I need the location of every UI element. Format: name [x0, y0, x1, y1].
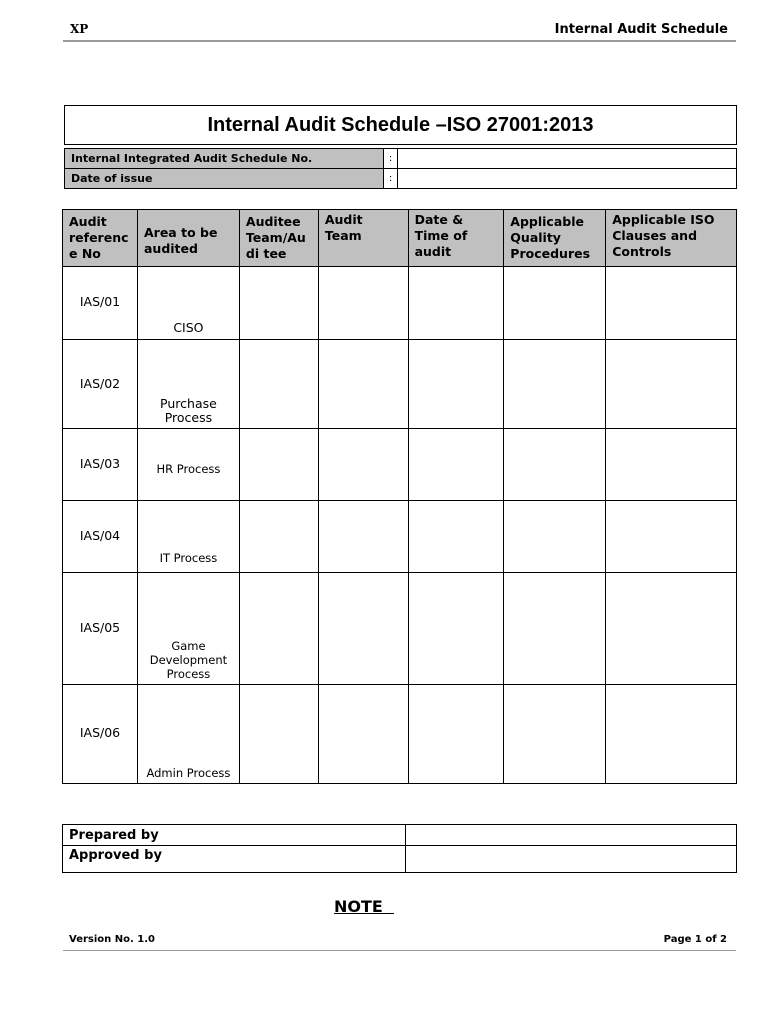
area-label: CISO [173, 320, 204, 335]
footer-page-number: Page 1 of 2 [663, 934, 727, 945]
signoff-row-prepared [63, 825, 737, 846]
area-cell [137, 340, 239, 429]
audit-team-cell[interactable] [318, 429, 408, 501]
area-cell [137, 429, 239, 501]
meta-colon: : [384, 169, 398, 189]
area-label: IT Process [159, 551, 218, 565]
auditee-cell[interactable] [239, 685, 318, 784]
column-header-auditee: Auditee Team/Au di tee [239, 210, 318, 267]
column-header-quality-procedures: Applicable Quality Procedures [504, 210, 606, 267]
table-row [63, 501, 737, 573]
area-label: Admin Process [146, 766, 231, 780]
footer-divider [63, 950, 736, 951]
audit-ref-cell: IAS/06 [63, 685, 138, 784]
signoff-table [62, 824, 737, 873]
table-row [63, 340, 737, 429]
audit-ref-cell: IAS/04 [63, 501, 138, 573]
iso-clauses-cell[interactable] [606, 573, 737, 685]
audit-ref-cell: IAS/01 [63, 267, 138, 340]
audit-ref-cell: IAS/03 [63, 429, 138, 501]
footer-version: Version No. 1.0 [69, 934, 155, 945]
quality-procedures-cell[interactable] [504, 340, 606, 429]
table-row [63, 685, 737, 784]
meta-row-schedule-no [65, 149, 737, 169]
date-time-cell[interactable] [408, 573, 504, 685]
table-row [63, 267, 737, 340]
meta-label: Date of issue [65, 169, 384, 189]
column-header-iso-clauses: Applicable ISO Clauses and Controls [606, 210, 737, 267]
area-label: Game Development Process [149, 639, 228, 681]
audit-team-cell[interactable] [318, 573, 408, 685]
quality-procedures-cell[interactable] [504, 573, 606, 685]
area-cell [137, 267, 239, 340]
auditee-cell[interactable] [239, 501, 318, 573]
audit-team-cell[interactable] [318, 685, 408, 784]
column-header-area: Area to be audited [137, 210, 239, 267]
column-header-audit-ref: Audit referenc e No [63, 210, 138, 267]
table-row [63, 429, 737, 501]
meta-label: Internal Integrated Audit Schedule No. [65, 149, 384, 169]
area-cell [137, 501, 239, 573]
area-cell [137, 573, 239, 685]
date-time-cell[interactable] [408, 340, 504, 429]
signoff-row-approved [63, 846, 737, 873]
table-header-row [63, 210, 737, 267]
column-header-date-time: Date & Time of audit [408, 210, 504, 267]
approved-by-field[interactable] [406, 846, 737, 873]
note-heading: NOTE [334, 897, 394, 916]
iso-clauses-cell[interactable] [606, 267, 737, 340]
iso-clauses-cell[interactable] [606, 501, 737, 573]
prepared-by-label: Prepared by [63, 825, 406, 846]
auditee-cell[interactable] [239, 340, 318, 429]
table-row [63, 573, 737, 685]
approved-by-label: Approved by [63, 846, 406, 873]
audit-ref-cell: IAS/05 [63, 573, 138, 685]
quality-procedures-cell[interactable] [504, 501, 606, 573]
area-label: HR Process [156, 462, 221, 476]
page-header-title: Internal Audit Schedule [554, 22, 728, 37]
area-label: Purchase Process [160, 396, 217, 425]
iso-clauses-cell[interactable] [606, 340, 737, 429]
audit-team-cell[interactable] [318, 501, 408, 573]
area-cell [137, 685, 239, 784]
auditee-cell[interactable] [239, 267, 318, 340]
audit-team-cell[interactable] [318, 267, 408, 340]
meta-colon: : [384, 149, 398, 169]
audit-schedule-table [62, 209, 737, 784]
quality-procedures-cell[interactable] [504, 429, 606, 501]
iso-clauses-cell[interactable] [606, 429, 737, 501]
schedule-meta-table [64, 148, 737, 189]
schedule-no-field[interactable] [398, 149, 737, 169]
auditee-cell[interactable] [239, 429, 318, 501]
prepared-by-field[interactable] [406, 825, 737, 846]
meta-row-date-of-issue [65, 169, 737, 189]
audit-team-cell[interactable] [318, 340, 408, 429]
audit-ref-cell: IAS/02 [63, 340, 138, 429]
auditee-cell[interactable] [239, 573, 318, 685]
date-time-cell[interactable] [408, 429, 504, 501]
header-divider [63, 40, 736, 42]
date-time-cell[interactable] [408, 501, 504, 573]
quality-procedures-cell[interactable] [504, 685, 606, 784]
date-time-cell[interactable] [408, 685, 504, 784]
page-header-left: XP [70, 22, 89, 36]
document-title: Internal Audit Schedule –ISO 27001:2013 [64, 105, 737, 145]
iso-clauses-cell[interactable] [606, 685, 737, 784]
column-header-audit-team: Audit Team [318, 210, 408, 267]
date-of-issue-field[interactable] [398, 169, 737, 189]
quality-procedures-cell[interactable] [504, 267, 606, 340]
date-time-cell[interactable] [408, 267, 504, 340]
